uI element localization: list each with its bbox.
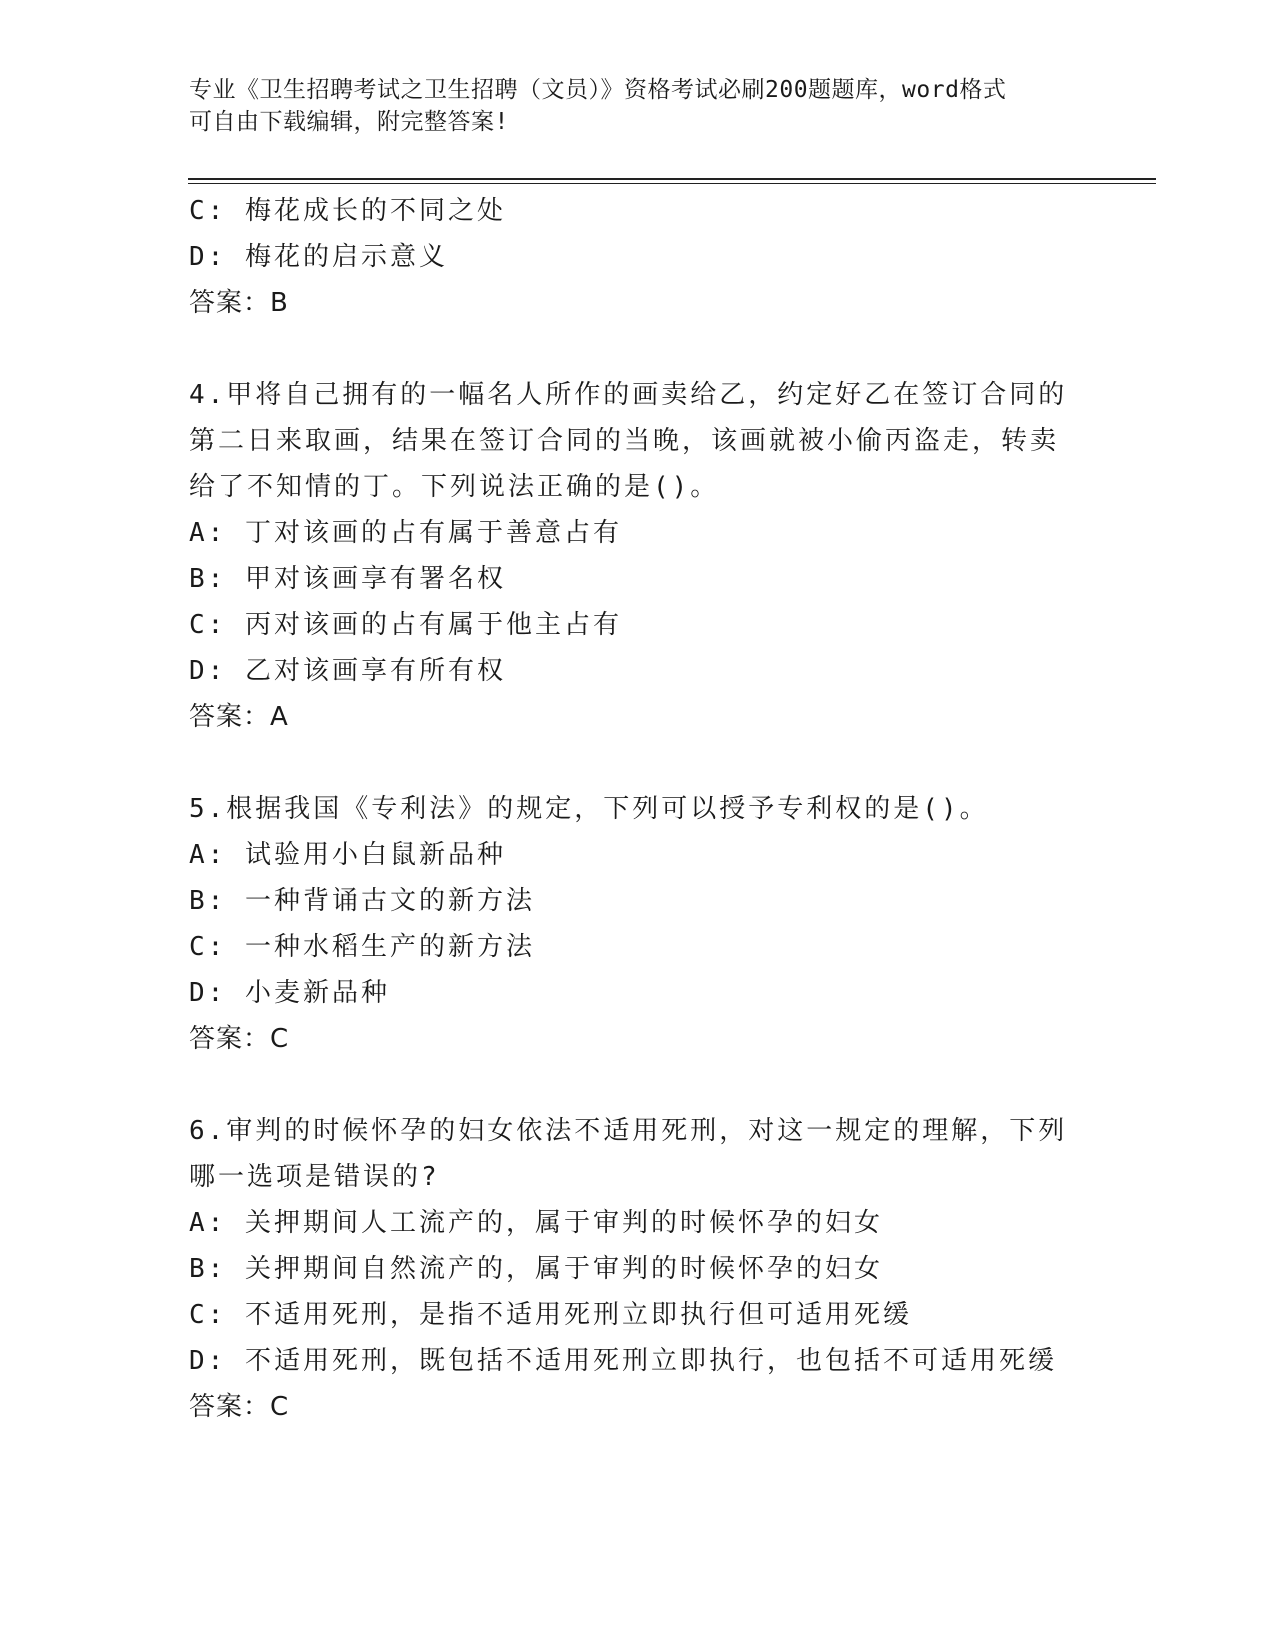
question-3-tail bbox=[189, 188, 1089, 326]
option-d: D: 梅花的启示意义 bbox=[189, 242, 448, 272]
option-a: A: 关押期间人工流产的，属于审判的时候怀孕的妇女 bbox=[189, 1208, 883, 1238]
header-title-line1: 专业《卫生招聘考试之卫生招聘（文员）》资格考试必刷200题题库，word格式 bbox=[189, 77, 1007, 103]
spacer bbox=[189, 740, 1089, 786]
question-stem: 4.甲将自己拥有的一幅名人所作的画卖给乙，约定好乙在签订合同的 bbox=[189, 380, 1068, 410]
question-content bbox=[189, 188, 1089, 1430]
option-c: C: 不适用死刑，是指不适用死刑立即执行但可适用死缓 bbox=[189, 1300, 912, 1330]
question-5 bbox=[189, 786, 1089, 1062]
answer-line: 答案：A bbox=[189, 702, 289, 732]
spacer bbox=[189, 1062, 1089, 1108]
question-stem: 5.根据我国《专利法》的规定，下列可以授予专利权的是()。 bbox=[189, 794, 989, 824]
option-b: B: 关押期间自然流产的，属于审判的时候怀孕的妇女 bbox=[189, 1254, 883, 1284]
option-c: C: 梅花成长的不同之处 bbox=[189, 196, 506, 226]
option-c: C: 丙对该画的占有属于他主占有 bbox=[189, 610, 622, 640]
header-divider-thin bbox=[188, 183, 1156, 184]
question-stem: 6.审判的时候怀孕的妇女依法不适用死刑，对这一规定的理解，下列 bbox=[189, 1116, 1068, 1146]
question-6 bbox=[189, 1108, 1089, 1430]
option-d: D: 乙对该画享有所有权 bbox=[189, 656, 506, 686]
header-title-line2: 可自由下载编辑，附完整答案! bbox=[189, 109, 509, 135]
spacer bbox=[189, 326, 1089, 372]
document-header bbox=[189, 74, 1069, 138]
option-d: D: 不适用死刑，既包括不适用死刑立即执行，也包括不可适用死缓 bbox=[189, 1346, 1057, 1376]
option-b: B: 甲对该画享有署名权 bbox=[189, 564, 506, 594]
option-b: B: 一种背诵古文的新方法 bbox=[189, 886, 535, 916]
option-c: C: 一种水稻生产的新方法 bbox=[189, 932, 535, 962]
question-stem: 给了不知情的丁。下列说法正确的是()。 bbox=[189, 472, 720, 502]
question-stem: 第二日来取画，结果在签订合同的当晚，该画就被小偷丙盗走，转卖 bbox=[189, 426, 1060, 456]
option-a: A: 试验用小白鼠新品种 bbox=[189, 840, 506, 870]
option-a: A: 丁对该画的占有属于善意占有 bbox=[189, 518, 622, 548]
answer-line: 答案：C bbox=[189, 1024, 290, 1054]
answer-line: 答案：C bbox=[189, 1392, 290, 1422]
header-divider bbox=[188, 178, 1156, 180]
question-4 bbox=[189, 372, 1089, 740]
question-stem: 哪一选项是错误的? bbox=[189, 1162, 440, 1192]
option-d: D: 小麦新品种 bbox=[189, 978, 390, 1008]
answer-line: 答案：B bbox=[189, 288, 289, 318]
